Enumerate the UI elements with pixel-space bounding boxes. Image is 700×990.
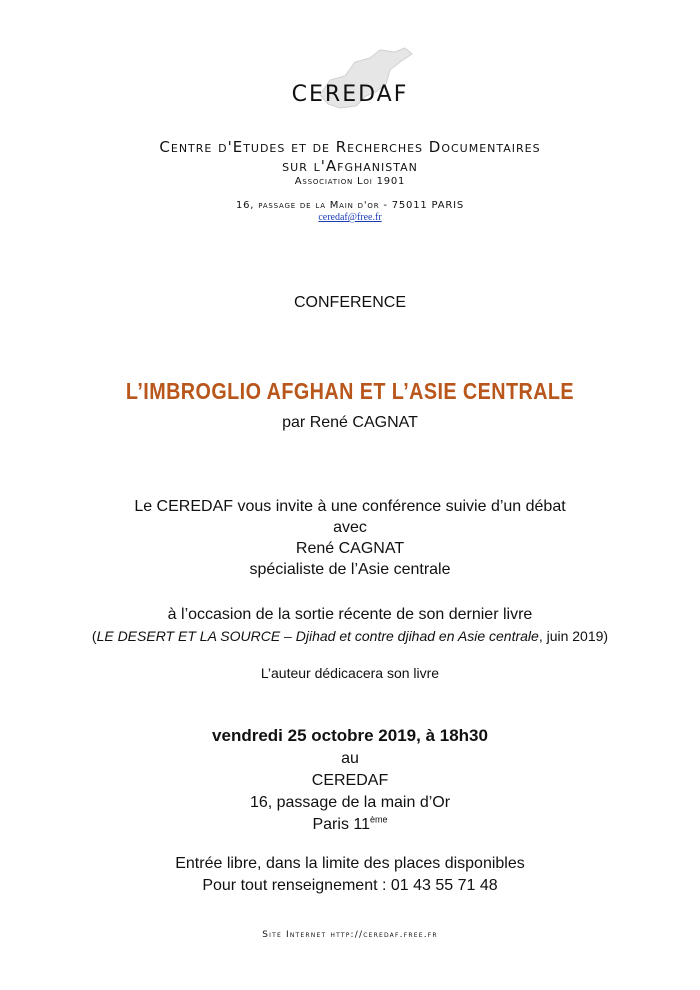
au-text: au [341,750,359,767]
afghanistan-map-icon [300,40,420,120]
book-close: , juin 2019) [538,628,609,644]
occasion-line: à l’occasion de la sortie récente de son dernier livre [167,606,533,623]
author-line: par René CAGNAT [282,414,418,431]
venue-city [0,816,700,834]
association-status: Association Loi 1901 [294,176,406,187]
event-date-time: vendredi 25 octobre 2019, à 18h30 [212,726,488,745]
signing-note: L’auteur dédicacera son livre [260,665,440,681]
org-full-name-line1: Centre d'Etudes et de Recherches Documentaires [159,138,541,156]
email-link[interactable]: ceredaf@free.fr [318,212,382,223]
speaker-role: spécialiste de l’Asie centrale [249,561,451,578]
contact-line: Pour tout renseignement : 01 43 55 71 48 [202,877,498,894]
website-footer[interactable]: Site Internet http://ceredaf.free.fr [262,930,438,940]
venue-name: CEREDAF [311,772,389,789]
entry-note: Entrée libre, dans la limite des places disponibles [175,855,525,872]
city-superscript: ème [370,814,388,825]
speaker-name: René CAGNAT [295,540,405,557]
org-address: 16, passage de la Main d'or - 75011 PARIS [235,200,464,211]
org-logo-title: CEREDAF [291,82,409,107]
event-type: CONFERENCE [293,294,406,311]
event-title: L’IMBROGLIO AFGHAN ET L’ASIE CENTRALE [125,378,575,404]
invite-line: Le CEREDAF vous invite à une conférence suivie d’un débat [134,498,566,515]
avec-text: avec [333,519,367,536]
city-text: Paris 11 [312,816,370,833]
book-open: ( [91,628,97,644]
venue-address: 16, passage de la main d’Or [249,794,451,811]
book-title: LE DESERT ET LA SOURCE – Djihad et contre djihad en Asie centrale [96,628,539,644]
book-reference [0,628,700,644]
org-full-name-line2: sur l'Afghanistan [282,157,418,175]
